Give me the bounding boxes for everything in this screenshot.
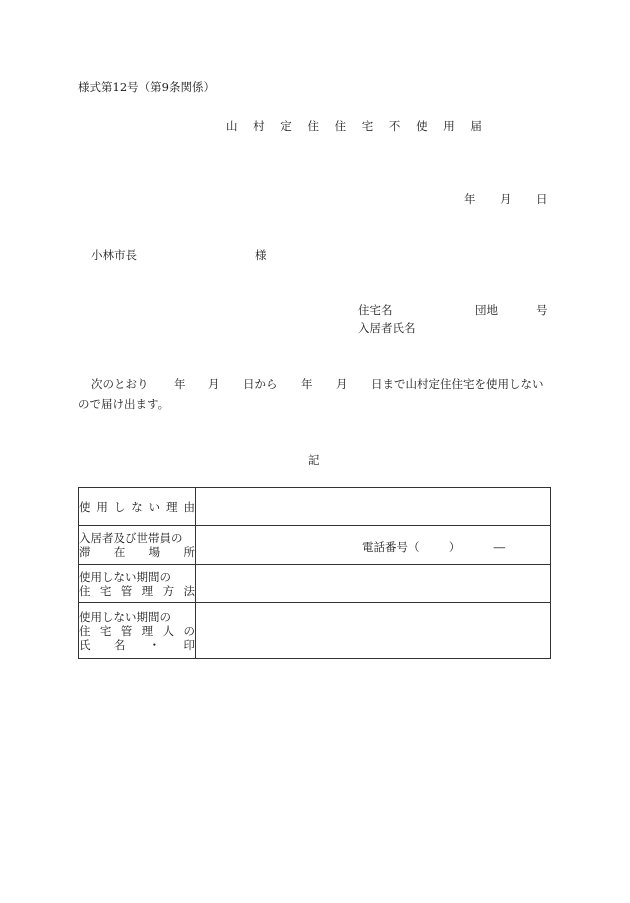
body-year-2: 年	[301, 377, 313, 391]
label-char: 理	[141, 623, 154, 638]
addressee-name: 小林市長	[91, 248, 137, 262]
table-row	[79, 488, 551, 526]
label-char: 由	[183, 499, 195, 514]
label-char: 滞	[79, 545, 91, 559]
label-char: な	[131, 499, 143, 514]
management-method-value[interactable]	[196, 565, 551, 603]
label-text: 使用しない期間の	[79, 609, 171, 624]
stay-location-line-2	[79, 545, 195, 559]
management-method-line-2	[79, 584, 195, 598]
reason-label	[79, 488, 196, 526]
table-row	[79, 603, 551, 659]
body-month-2: 月	[336, 377, 348, 391]
phone-close-paren: ）	[448, 540, 461, 554]
label-char: 用	[96, 499, 108, 514]
label-char: 宅	[99, 623, 112, 638]
label-char: 法	[183, 583, 195, 598]
label-char: 場	[148, 545, 161, 559]
management-method-line-1	[79, 570, 195, 584]
body-day-until: 日まで山村定住住宅を使用しない	[371, 377, 544, 391]
housing-name-label: 住宅名	[358, 303, 393, 317]
manager-name-value[interactable]	[196, 603, 551, 659]
label-char: 人	[162, 623, 175, 638]
label-char: し	[113, 499, 126, 514]
label-char: い	[148, 499, 161, 514]
label-char: 管	[120, 583, 133, 598]
label-char: の	[183, 623, 195, 638]
management-method-label	[79, 565, 196, 603]
label-char: 管	[120, 623, 133, 638]
label-char: ・	[148, 637, 161, 652]
form-title: 山 村 定 住 住 宅 不 使 用 届	[226, 119, 488, 133]
stay-location-value[interactable]	[196, 526, 551, 565]
danchi-label: 団地	[475, 303, 498, 317]
label-char: 在	[113, 545, 126, 559]
table-row	[79, 565, 551, 603]
phone-label: 電話番号（	[362, 540, 420, 554]
manager-name-line-2	[79, 624, 195, 638]
label-char: 氏	[79, 637, 91, 652]
label-char: 理	[141, 583, 154, 598]
label-char: 住	[79, 583, 91, 598]
stay-location-label	[79, 526, 196, 565]
form-number: 様式第12号（第9条関係）	[78, 80, 215, 94]
label-text: 使用しない期間の	[79, 569, 171, 584]
body-lead: 次のとおり	[91, 377, 149, 391]
phone-number-field	[362, 539, 505, 555]
body-line-2: ので届け出ます。	[78, 397, 170, 411]
label-char: 名	[113, 637, 126, 652]
body-month-1: 月	[208, 377, 220, 391]
reason-value[interactable]	[196, 488, 551, 526]
house-number-label: 号	[536, 303, 548, 317]
ki-heading: 記	[308, 453, 320, 467]
label-char: 住	[79, 623, 91, 638]
date-month-label: 月	[500, 192, 512, 206]
label-text: 入居者及び世帯員の	[79, 531, 183, 545]
stay-location-line-1	[79, 531, 195, 545]
details-table	[78, 487, 551, 659]
date-year-label: 年	[464, 192, 476, 206]
manager-name-label	[79, 603, 196, 659]
label-char: 所	[183, 545, 195, 559]
label-char: 理	[166, 499, 178, 514]
date-day-label: 日	[536, 192, 548, 206]
label-char: 使	[79, 499, 91, 514]
reason-label-line	[79, 500, 195, 514]
label-char: 宅	[99, 583, 112, 598]
label-char: 印	[183, 637, 195, 652]
body-year-1: 年	[174, 377, 186, 391]
resident-name-label: 入居者氏名	[358, 321, 416, 335]
manager-name-line-3	[79, 638, 195, 652]
body-day-from: 日から	[243, 377, 278, 391]
addressee-honorific: 様	[255, 248, 267, 262]
manager-name-line-1	[79, 610, 195, 624]
phone-dash: ―	[493, 540, 506, 554]
table-row	[79, 526, 551, 565]
label-char: 方	[162, 583, 175, 598]
